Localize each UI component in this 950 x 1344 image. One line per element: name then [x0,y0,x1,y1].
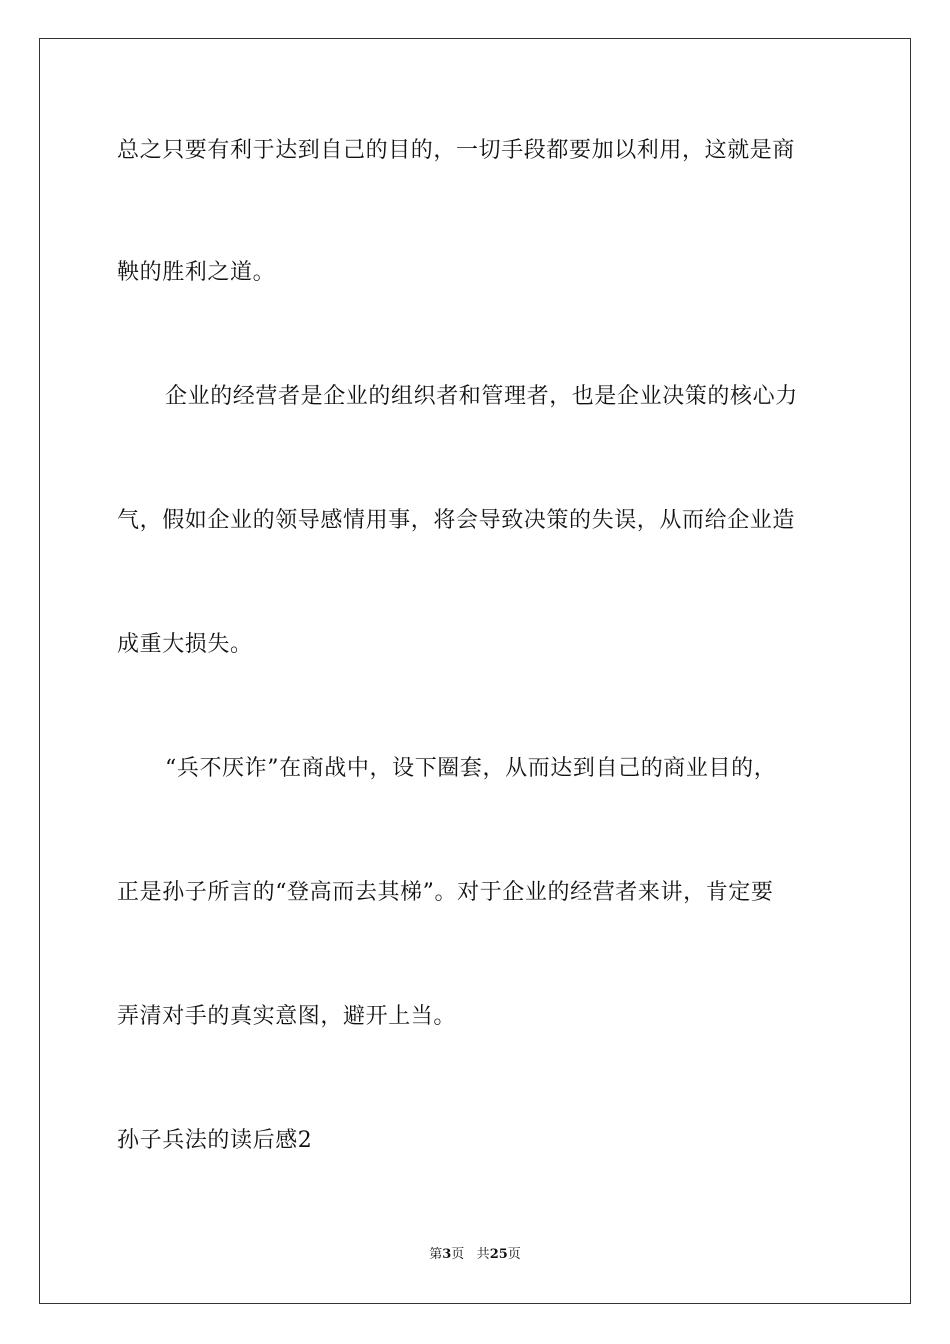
text-line: 总之只要有利于达到自己的目的，一切手段都要加以利用，这就是商 [117,138,796,163]
page-border [39,38,911,1304]
text-line: 气，假如企业的领导感情用事，将会导致决策的失误，从而给企业造 [117,508,796,533]
footer-page-suffix: 页 [451,1247,465,1262]
footer-page-number: 3 [442,1247,452,1262]
page-footer [0,1246,950,1264]
text-line: 正是孙子所言的“登高而去其梯”。对于企业的经营者来讲，肯定要 [117,880,774,905]
footer-total-pages: 25 [489,1247,508,1262]
text-line: 鞅的胜利之道。 [117,260,276,285]
section-heading: 孙子兵法的读后感2 [117,1128,313,1153]
footer-total-prefix: 共 [476,1247,490,1262]
text-line: 企业的经营者是企业的组织者和管理者，也是企业决策的核心力 [165,384,798,409]
text-line: 弄清对手的真实意图，避开上当。 [117,1004,457,1029]
footer-total-suffix: 页 [507,1247,521,1262]
text-line: “兵不厌诈”在商战中，设下圈套，从而达到自己的商业目的， [165,756,777,781]
text-line: 成重大损失。 [117,632,253,657]
footer-page-prefix: 第 [429,1247,443,1262]
